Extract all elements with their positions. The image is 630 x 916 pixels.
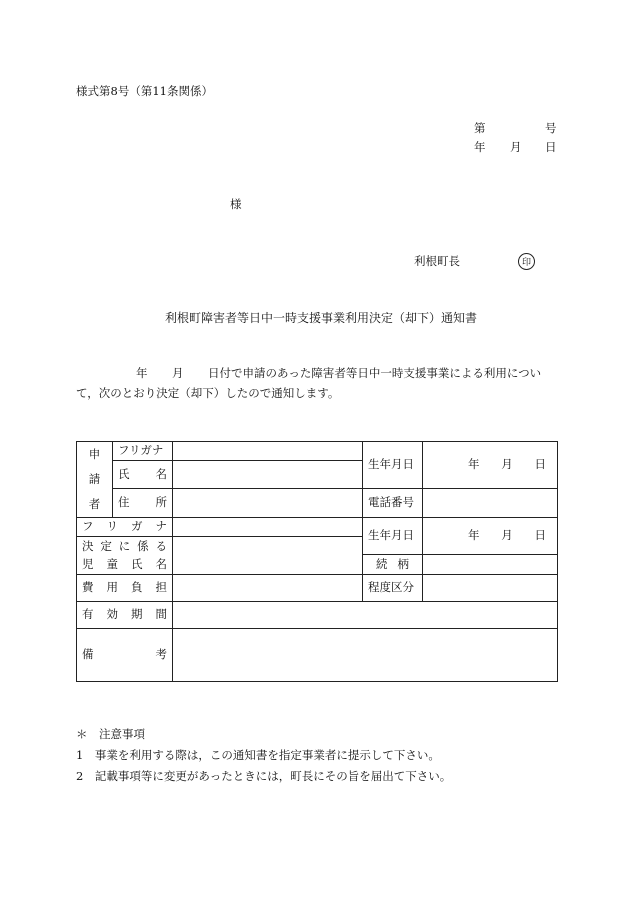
child-label-char: 定 [100,539,112,554]
address-char: 所 [155,495,167,510]
applicant-birthdate-label: 生年月日 [363,442,423,489]
child-label-char: 決 [82,539,94,554]
relation-char: 続 [376,556,388,571]
date-year: 年 [474,140,486,154]
form-number: 様式第8号（第11条関係） [76,84,213,98]
cost-value[interactable] [173,575,363,602]
relation-char: 柄 [397,556,409,571]
period-value[interactable] [173,602,558,629]
applicant-birthdate-value[interactable] [423,442,558,489]
applicant-char: 請 [88,471,101,486]
decision-table [76,441,558,682]
child-birth-day: 日 [534,528,546,543]
document-title: 利根町障害者等日中一時支援事業利用決定（却下）通知書 [165,311,478,325]
child-furigana-char: フ [82,519,94,534]
child-birth-year: 年 [468,528,480,543]
cost-char: 負 [131,580,143,595]
body-year: 年 [136,366,148,380]
relation-value[interactable] [423,555,558,575]
notes-section [76,724,451,787]
child-furigana-value[interactable] [173,518,363,537]
child-label-char: 童 [106,556,118,571]
doc-number-dai: 第 [474,121,486,135]
seal-mark: 印 [518,253,535,270]
period-char: 期 [131,607,143,622]
name-char: 名 [155,466,167,481]
child-name-label [77,537,173,575]
period-label [77,602,173,629]
applicant-char: 者 [88,496,101,511]
applicant-address-label [113,489,173,518]
child-label-char: 名 [155,556,167,571]
applicant-address-value[interactable] [173,489,363,518]
issuer-name: 利根町長 [414,254,460,268]
notes-heading: ＊ 注意事項 [76,727,145,741]
birth-month: 月 [501,457,513,472]
applicant-char: 申 [88,447,101,462]
cost-char: 費 [82,580,94,595]
child-furigana-char: ナ [155,519,167,534]
cost-char: 担 [155,580,167,595]
notes-item: 2 記載事項等に変更があったときには，町長にその旨を届出て下さい。 [76,769,452,783]
applicant-name-label [113,461,173,489]
address-char: 住 [118,495,130,510]
date-day: 日 [545,140,557,154]
remarks-label [77,629,173,682]
remarks-char: 備 [82,647,94,662]
period-char: 効 [106,607,118,622]
remarks-char: 考 [155,647,167,662]
applicant-name-value[interactable] [173,461,363,489]
child-label-char: る [155,539,167,554]
remarks-value[interactable] [173,629,558,682]
child-birth-month: 月 [501,528,513,543]
applicant-label-cell [77,442,113,518]
relation-label [363,555,423,575]
child-furigana-char: リ [106,519,118,534]
addressee-suffix: 様 [230,197,242,211]
cost-char: 用 [106,580,118,595]
applicant-furigana-value[interactable] [173,442,363,461]
period-char: 間 [155,607,167,622]
name-char: 氏 [118,466,130,481]
child-furigana-label [77,518,173,537]
child-birthdate-value[interactable] [423,518,558,555]
phone-value[interactable] [423,489,558,518]
date-month: 月 [510,140,522,154]
cost-label [77,575,173,602]
phone-label: 電話番号 [363,489,423,518]
body-line1: 日付で申請のあった障害者等日中一時支援事業による利用につい [208,366,542,380]
grade-label: 程度区分 [363,575,423,602]
child-birthdate-label: 生年月日 [363,518,423,555]
body-line2: て，次のとおり決定（却下）したので通知します。 [76,386,340,400]
doc-number-go: 号 [545,121,557,135]
child-label-char: 児 [82,556,94,571]
notes-item: 1 事業を利用する際は，この通知書を指定事業者に提示して下さい。 [76,748,440,762]
child-name-value[interactable] [173,537,363,575]
child-label-char: に [118,539,131,554]
child-furigana-char: ガ [131,519,143,534]
birth-year: 年 [468,457,480,472]
period-char: 有 [82,607,94,622]
grade-value[interactable] [423,575,558,602]
child-label-char: 係 [137,539,149,554]
body-month: 月 [172,366,184,380]
birth-day: 日 [534,457,546,472]
child-label-char: 氏 [131,556,143,571]
applicant-furigana-label: フリガナ [113,442,173,461]
